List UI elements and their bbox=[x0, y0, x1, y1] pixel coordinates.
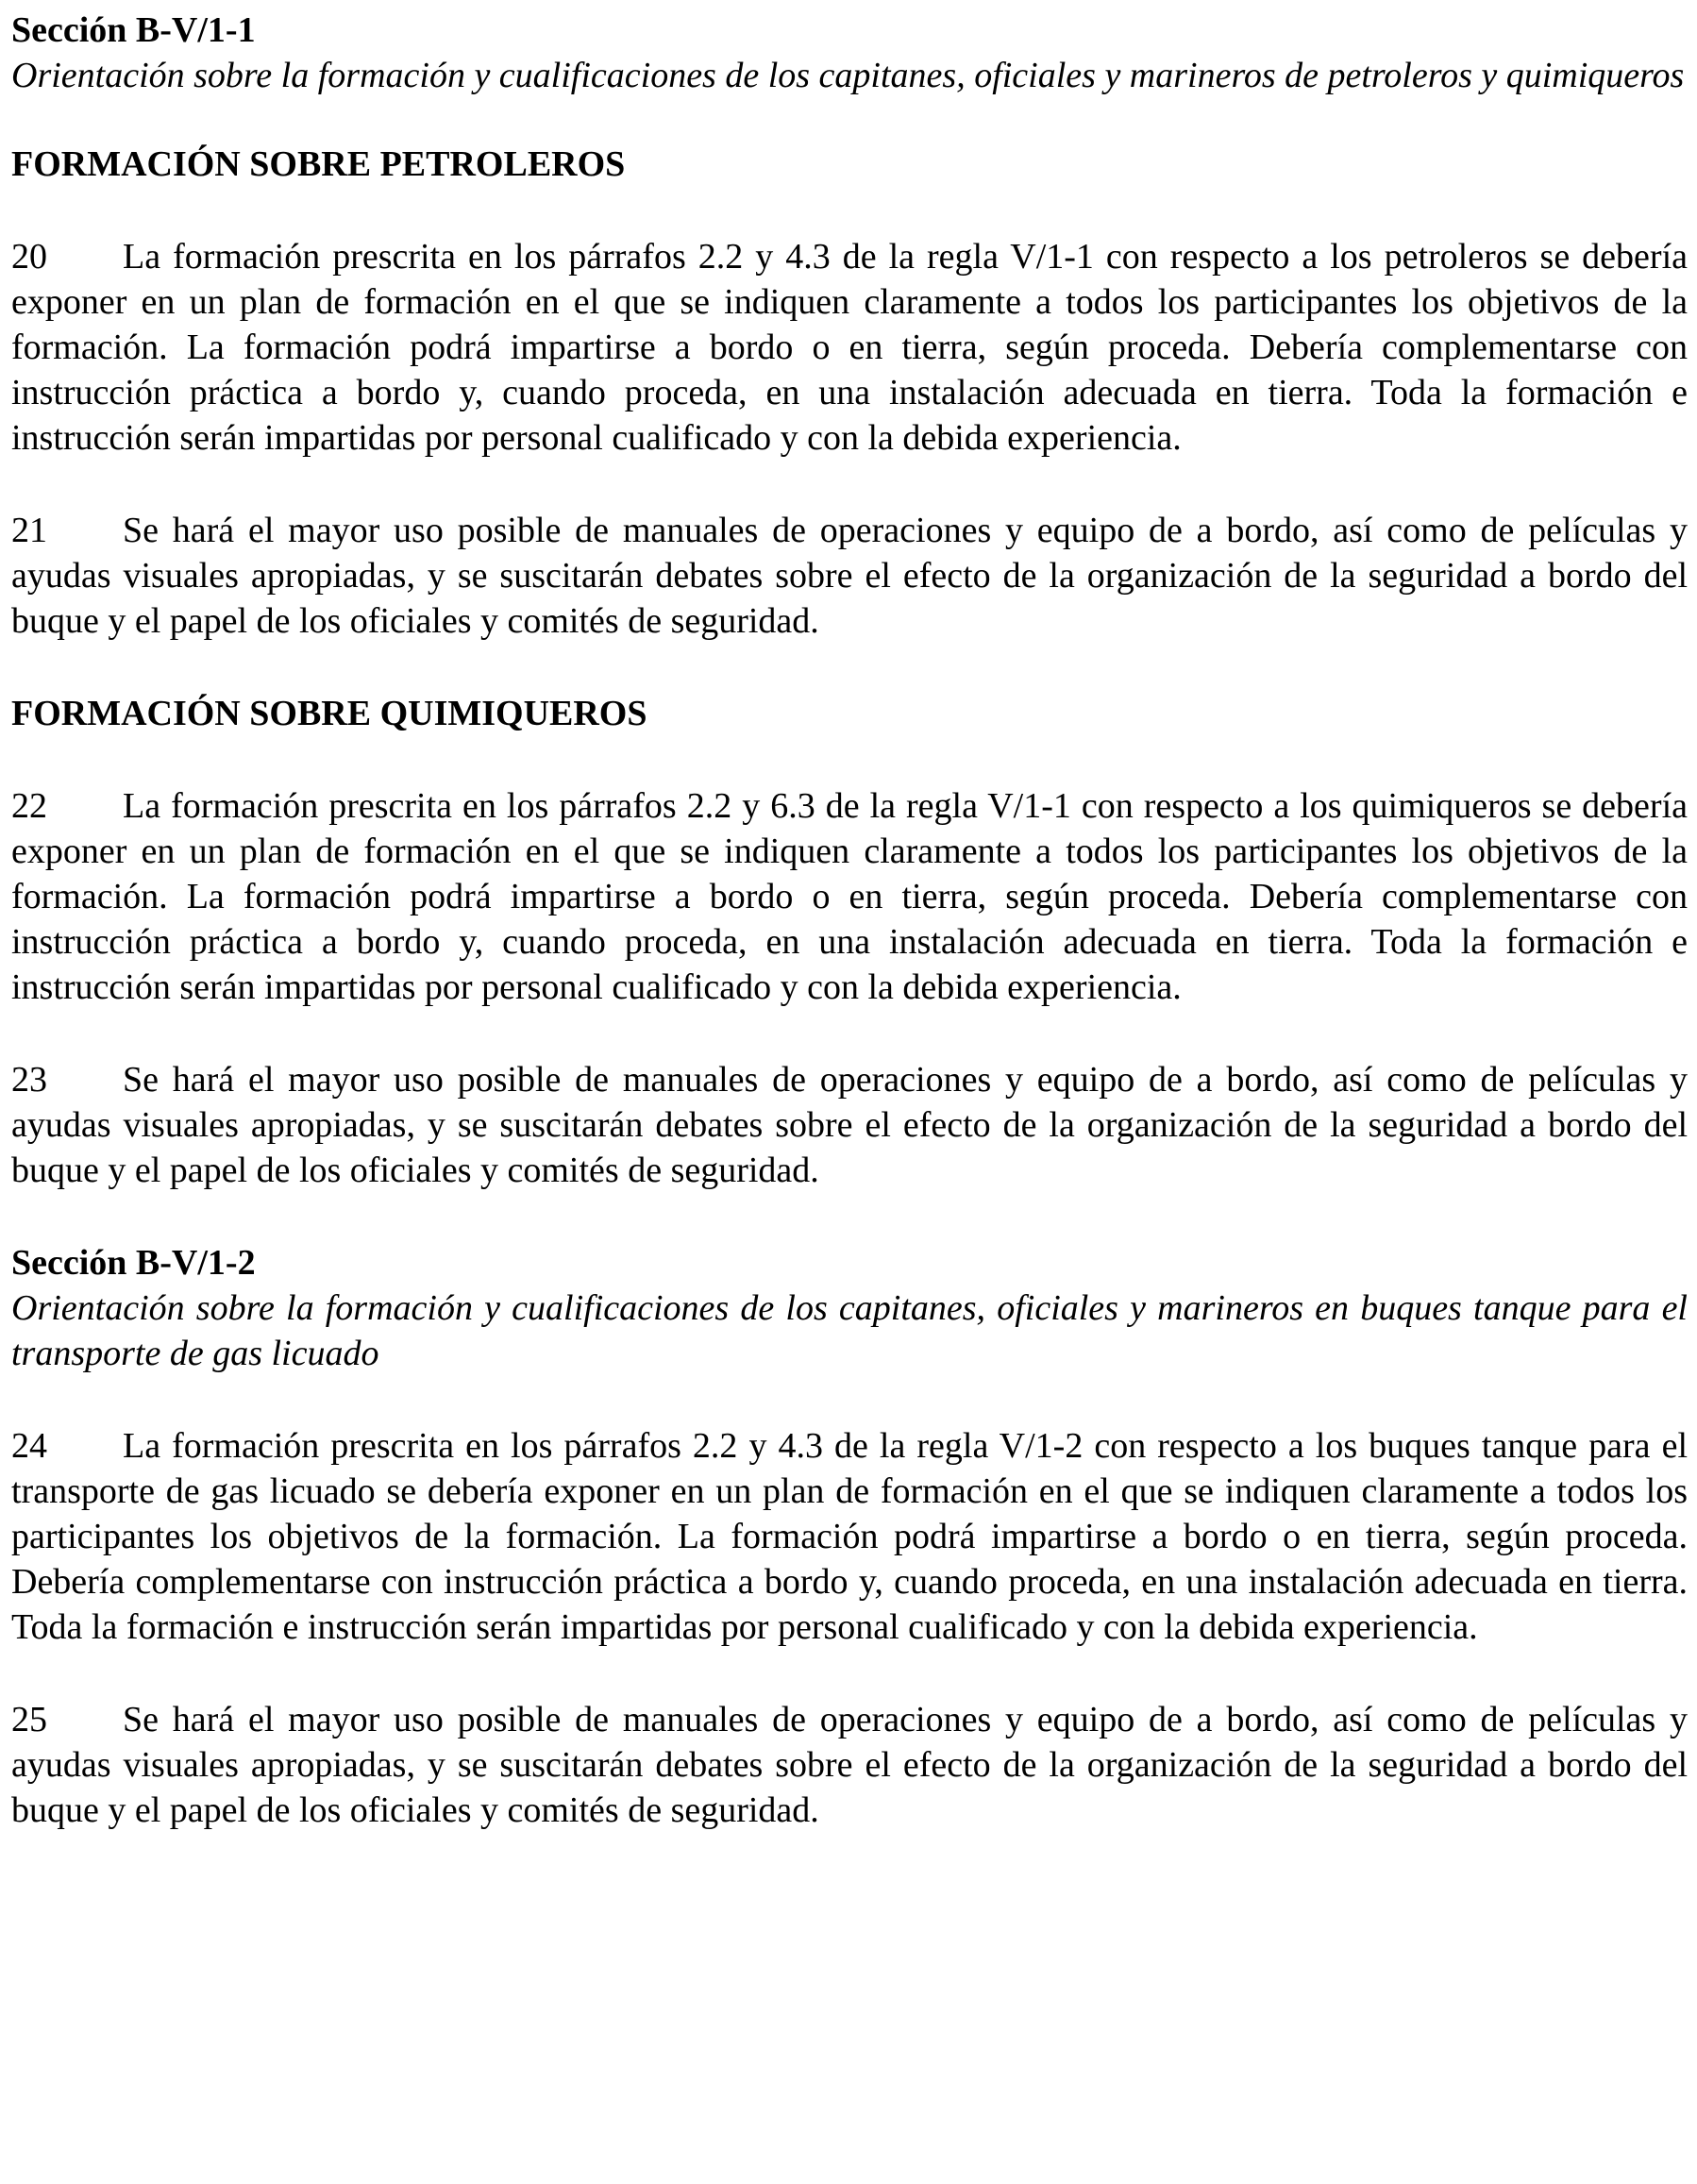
paragraph-21 bbox=[11, 508, 1688, 644]
document-page bbox=[11, 8, 1688, 1833]
paragraph-25 bbox=[11, 1697, 1688, 1833]
paragraph-text: Se hará el mayor uso posible de manuales de operaciones y equipo de a bordo, así como de películas y ayudas visuales apropiadas, y se suscitarán debates sobre el efecto de la organización de la seguridad a bordo del buque y el papel de los oficiales y comités de seguridad. bbox=[11, 1060, 1688, 1190]
section-subtitle-b-v-1-2: Orientación sobre la formación y cualificaciones de los capitanes, oficiales y marineros en buques tanque para el transporte de gas licuado bbox=[11, 1288, 1688, 1373]
paragraph-20 bbox=[11, 234, 1688, 461]
section-heading-b-v-1-2: Sección B-V/1-2 bbox=[11, 1243, 256, 1283]
heading-petroleros: FORMACIÓN SOBRE PETROLEROS bbox=[11, 144, 626, 184]
paragraph-text: La formación prescrita en los párrafos 2.2 y 6.3 de la regla V/1-1 con respecto a los quimiqueros se debería exponer en un plan de formación en el que se indiquen claramente a todos los participantes los objetivos de la formación. La formación podrá impartirse a bordo o en tierra, según proceda. Debería complementarse con instrucción práctica a bordo y, cuando proceda, en una instalación adecuada en tierra. Toda la formación e instrucción serán impartidas por personal cualificado y con la debida experiencia. bbox=[11, 786, 1688, 1007]
paragraph-22 bbox=[11, 783, 1688, 1010]
paragraph-number: 21 bbox=[11, 511, 47, 550]
section-heading-b-v-1-1: Sección B-V/1-1 bbox=[11, 10, 256, 50]
paragraph-text: Se hará el mayor uso posible de manuales de operaciones y equipo de a bordo, así como de películas y ayudas visuales apropiadas, y se suscitarán debates sobre el efecto de la organización de la seguridad a bordo del buque y el papel de los oficiales y comités de seguridad. bbox=[11, 1700, 1688, 1830]
paragraph-number: 20 bbox=[11, 237, 47, 277]
paragraph-text: La formación prescrita en los párrafos 2.2 y 4.3 de la regla V/1-2 con respecto a los buques tanque para el transporte de gas licuado se debería exponer en un plan de formación en el que se indiquen claramente a todos los participantes los objetivos de la formación. La formación podrá impartirse a bordo o en tierra, según proceda. Debería complementarse con instrucción práctica a bordo y, cuando proceda, en una instalación adecuada en tierra. Toda la formación e instrucción serán impartidas por personal cualificado y con la debida experiencia. bbox=[11, 1426, 1688, 1647]
paragraph-number: 23 bbox=[11, 1060, 47, 1100]
paragraph-23 bbox=[11, 1057, 1688, 1193]
paragraph-number: 24 bbox=[11, 1426, 47, 1466]
paragraph-number: 22 bbox=[11, 786, 47, 826]
paragraph-24 bbox=[11, 1423, 1688, 1650]
paragraph-text: La formación prescrita en los párrafos 2.2 y 4.3 de la regla V/1-1 con respecto a los petroleros se debería exponer en un plan de formación en el que se indiquen claramente a todos los participantes los objetivos de la formación. La formación podrá impartirse a bordo o en tierra, según proceda. Debería complementarse con instrucción práctica a bordo y, cuando proceda, en una instalación adecuada en tierra. Toda la formación e instrucción serán impartidas por personal cualificado y con la debida experiencia. bbox=[11, 237, 1688, 458]
paragraph-text: Se hará el mayor uso posible de manuales de operaciones y equipo de a bordo, así como de películas y ayudas visuales apropiadas, y se suscitarán debates sobre el efecto de la organización de la seguridad a bordo del buque y el papel de los oficiales y comités de seguridad. bbox=[11, 511, 1688, 641]
section-subtitle-b-v-1-1: Orientación sobre la formación y cualificaciones de los capitanes, oficiales y marineros de petroleros y quimiqueros bbox=[11, 56, 1685, 95]
heading-quimiqueros: FORMACIÓN SOBRE QUIMIQUEROS bbox=[11, 694, 647, 733]
paragraph-number: 25 bbox=[11, 1700, 47, 1739]
